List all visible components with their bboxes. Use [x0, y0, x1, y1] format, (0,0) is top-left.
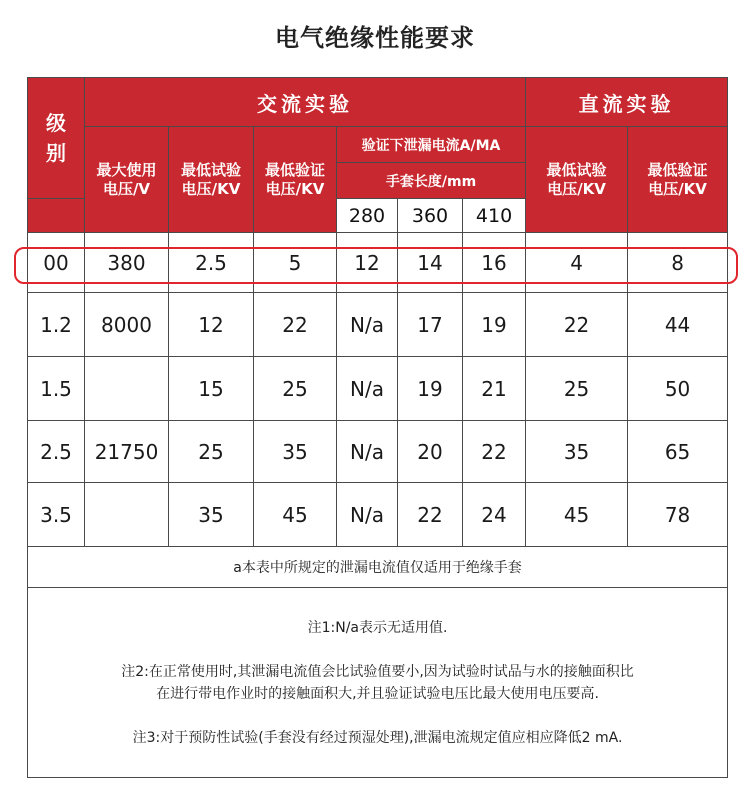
cell-min-verify: 25: [254, 357, 337, 421]
length-280-header: 280: [337, 199, 398, 233]
table-row: [28, 421, 728, 483]
length-360-header: 360: [398, 199, 463, 233]
cell-max-voltage: 8000: [85, 293, 169, 357]
cell-min-test: 2.5: [169, 233, 254, 293]
cell-dc-min-verify: 50: [628, 357, 728, 421]
cell-leak-280: 12: [337, 233, 398, 293]
cell-dc-min-verify: 8: [628, 233, 728, 293]
cell-min-test: 15: [169, 357, 254, 421]
grade-header-filler: [28, 199, 85, 233]
cell-dc-min-verify: 65: [628, 421, 728, 483]
cell-grade: 3.5: [28, 483, 85, 547]
cell-dc-min-test: 45: [526, 483, 628, 547]
cell-dc-min-test: 22: [526, 293, 628, 357]
table-row: [28, 357, 728, 421]
cell-leak-410: 21: [463, 357, 526, 421]
dc-min-verify-header: 最低验证 电压/KV: [628, 127, 728, 233]
cell-max-voltage: 21750: [85, 421, 169, 483]
cell-leak-280: N/a: [337, 483, 398, 547]
cell-leak-410: 16: [463, 233, 526, 293]
footnote: a本表中所规定的泄漏电流值仅适用于绝缘手套: [28, 547, 728, 588]
glove-length-header: 手套长度/mm: [337, 163, 526, 199]
min-verify-voltage-header: 最低验证 电压/KV: [254, 127, 337, 233]
dc-min-test-header: 最低试验 电压/KV: [526, 127, 628, 233]
table-row: [28, 293, 728, 357]
cell-leak-280: N/a: [337, 293, 398, 357]
cell-min-verify: 5: [254, 233, 337, 293]
cell-leak-360: 17: [398, 293, 463, 357]
leakage-current-header: 验证下泄漏电流A/MA: [337, 127, 526, 163]
cell-leak-280: N/a: [337, 357, 398, 421]
cell-dc-min-test: 35: [526, 421, 628, 483]
cell-grade: 1.5: [28, 357, 85, 421]
cell-dc-min-test: 25: [526, 357, 628, 421]
cell-min-test: 25: [169, 421, 254, 483]
note-2-line-2: 在进行带电作业时的接触面积大,并且验证试验电压比最大使用电压要高.: [156, 685, 599, 702]
cell-leak-360: 20: [398, 421, 463, 483]
cell-leak-410: 24: [463, 483, 526, 547]
cell-dc-min-verify: 44: [628, 293, 728, 357]
page-title: 电气绝缘性能要求: [275, 24, 475, 52]
table-row: [28, 233, 728, 293]
max-voltage-header: 最大使用 电压/V: [85, 127, 169, 233]
insulation-spec-table: [27, 77, 728, 778]
cell-grade: 1.2: [28, 293, 85, 357]
cell-min-verify: 45: [254, 483, 337, 547]
cell-grade: 2.5: [28, 421, 85, 483]
grade-header: 级 别: [28, 78, 85, 199]
cell-max-voltage: [85, 357, 169, 421]
note-2-line-1: 注2:在正常使用时,其泄漏电流值会比试验值要小,因为试验时试品与水的接触面积比: [121, 663, 634, 680]
note-3: 注3:对于预防性试验(手套没有经过预湿处理),泄漏电流规定值应相应降低2 mA.: [132, 729, 623, 746]
cell-dc-min-verify: 78: [628, 483, 728, 547]
cell-min-verify: 35: [254, 421, 337, 483]
min-test-voltage-header: 最低试验 电压/KV: [169, 127, 254, 233]
cell-min-test: 35: [169, 483, 254, 547]
cell-leak-360: 14: [398, 233, 463, 293]
cell-min-test: 12: [169, 293, 254, 357]
ac-test-group-header: 交流实验: [85, 78, 526, 127]
notes-section: [28, 588, 728, 778]
cell-leak-280: N/a: [337, 421, 398, 483]
cell-leak-410: 22: [463, 421, 526, 483]
cell-min-verify: 22: [254, 293, 337, 357]
cell-leak-360: 22: [398, 483, 463, 547]
cell-max-voltage: 380: [85, 233, 169, 293]
cell-max-voltage: [85, 483, 169, 547]
length-410-header: 410: [463, 199, 526, 233]
cell-leak-410: 19: [463, 293, 526, 357]
dc-test-group-header: 直流实验: [526, 78, 728, 127]
cell-dc-min-test: 4: [526, 233, 628, 293]
note-1: 注1:N/a表示无适用值.: [307, 619, 448, 636]
cell-grade: 00: [28, 233, 85, 293]
cell-leak-360: 19: [398, 357, 463, 421]
table-row: [28, 483, 728, 547]
